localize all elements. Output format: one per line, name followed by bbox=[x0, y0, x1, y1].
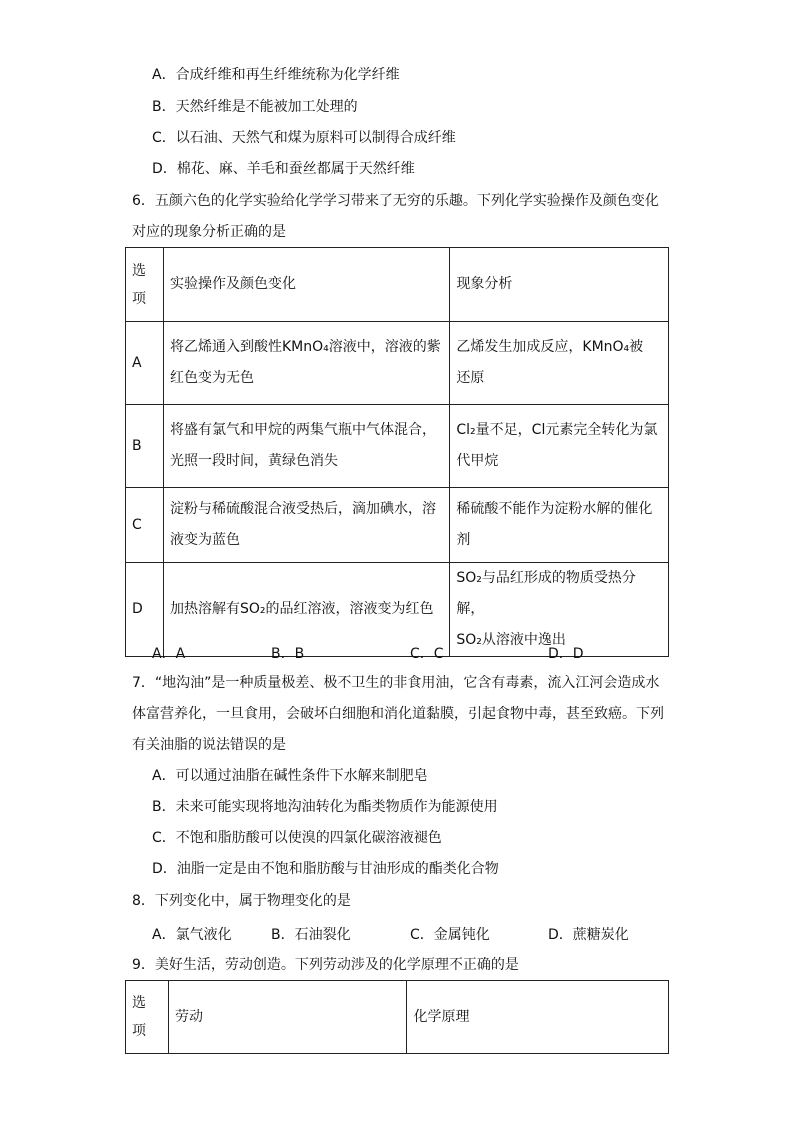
header-principle: 化学原理 bbox=[407, 981, 669, 1054]
operation-line1: 将乙烯通入到酸性KMnO₄溶液中，溶液的紫 bbox=[169, 339, 441, 355]
analysis-line2: 剂 bbox=[456, 532, 471, 548]
q6-stem-line2: 对应的现象分析正确的是 bbox=[132, 224, 286, 240]
row-analysis bbox=[450, 405, 669, 488]
q5-option-a: A．合成纤维和再生纤维统称为化学纤维 bbox=[152, 67, 400, 83]
analysis-line2: SO₂从溶液中逸出 bbox=[456, 632, 566, 648]
q5-option-c: C．以石油、天然气和煤为原料可以制得合成纤维 bbox=[152, 130, 456, 146]
analysis-line2: 还原 bbox=[456, 370, 485, 386]
header-option-char2: 项 bbox=[132, 290, 146, 307]
q7-stem-line2: 体富营养化，一旦食用，会破坏白细胞和消化道黏膜，引起食物中毒，甚至致癌。下列 bbox=[132, 706, 664, 722]
q9-table bbox=[125, 980, 669, 1054]
analysis-line2: 代甲烷 bbox=[456, 453, 499, 469]
table-row bbox=[126, 563, 669, 657]
q8-option-c: C．金属钝化 bbox=[410, 927, 490, 943]
operation-line2: 红色变为无色 bbox=[169, 370, 254, 386]
row-operation bbox=[163, 405, 449, 488]
q6-answer-b: B．B bbox=[271, 646, 305, 662]
header-option-cell bbox=[126, 248, 164, 322]
row-option: D bbox=[126, 563, 164, 657]
q7-option-c: C．不饱和脂肪酸可以使溴的四氯化碳溶液褪色 bbox=[152, 830, 442, 846]
row-option: C bbox=[126, 488, 164, 563]
q8-stem: 8．下列变化中，属于物理变化的是 bbox=[132, 893, 351, 909]
header-option-cell bbox=[126, 981, 169, 1054]
header-labor: 劳动 bbox=[168, 981, 407, 1054]
row-operation bbox=[163, 488, 449, 563]
row-analysis bbox=[450, 322, 669, 405]
table-header-row bbox=[126, 981, 669, 1054]
row-operation bbox=[163, 322, 449, 405]
operation-line2: 液变为蓝色 bbox=[169, 532, 240, 548]
q6-stem-line1: 6．五颜六色的化学实验给化学学习带来了无穷的乐趣。下列化学实验操作及颜色变化 bbox=[132, 193, 659, 209]
q6-answer-a: A．A bbox=[152, 646, 186, 662]
q7-stem-line1: 7．“地沟油”是一种质量极差、极不卫生的非食用油，它含有毒素，流入江河会造成水 bbox=[132, 675, 660, 691]
q9-stem: 9．美好生活，劳动创造。下列劳动涉及的化学原理不正确的是 bbox=[132, 957, 519, 973]
q5-option-d: D．棉花、麻、羊毛和蚕丝都属于天然纤维 bbox=[152, 161, 415, 177]
header-analysis: 现象分析 bbox=[450, 248, 669, 322]
operation-line1: 将盛有氯气和甲烷的两集气瓶中气体混合， bbox=[169, 422, 436, 438]
q8-option-b: B．石油裂化 bbox=[271, 927, 351, 943]
analysis-line1: 稀硫酸不能作为淀粉水解的催化 bbox=[456, 501, 653, 517]
table-row bbox=[126, 322, 669, 405]
q7-option-d: D．油脂一定是由不饱和脂肪酸与甘油形成的酯类化合物 bbox=[152, 861, 499, 877]
q7-option-b: B．未来可能实现将地沟油转化为酯类物质作为能源使用 bbox=[152, 799, 498, 815]
row-operation: 加热溶解有SO₂的品红溶液，溶液变为红色 bbox=[163, 563, 449, 657]
header-operation: 实验操作及颜色变化 bbox=[163, 248, 449, 322]
q8-option-a: A．氯气液化 bbox=[152, 927, 232, 943]
operation-line1: 淀粉与稀硫酸混合液受热后，滴加碘水，溶 bbox=[169, 501, 436, 517]
header-option-char2: 项 bbox=[132, 1023, 146, 1039]
table-row bbox=[126, 488, 669, 563]
q6-answer-c: C．C bbox=[410, 646, 444, 662]
table-header-row bbox=[126, 248, 669, 322]
q7-option-a: A．可以通过油脂在碱性条件下水解来制肥皂 bbox=[152, 768, 428, 784]
row-analysis bbox=[450, 488, 669, 563]
header-option-char1: 选 bbox=[132, 262, 146, 279]
row-option: B bbox=[126, 405, 164, 488]
q8-option-d: D．蔗糖炭化 bbox=[548, 927, 629, 943]
analysis-line1: Cl₂量不足，Cl元素完全转化为氯 bbox=[456, 422, 658, 438]
row-option: A bbox=[126, 322, 164, 405]
analysis-line1: SO₂与品红形成的物质受热分解， bbox=[456, 570, 636, 617]
q5-option-b: B．天然纤维是不能被加工处理的 bbox=[152, 99, 358, 115]
operation-line2: 光照一段时间，黄绿色消失 bbox=[169, 453, 338, 469]
table-row bbox=[126, 405, 669, 488]
q6-answer-d: D．D bbox=[548, 646, 584, 662]
analysis-line1: 乙烯发生加成反应，KMnO₄被 bbox=[456, 339, 644, 355]
q6-table bbox=[125, 247, 669, 657]
header-option-char1: 选 bbox=[132, 995, 146, 1011]
q7-stem-line3: 有关油脂的说法错误的是 bbox=[132, 737, 286, 753]
